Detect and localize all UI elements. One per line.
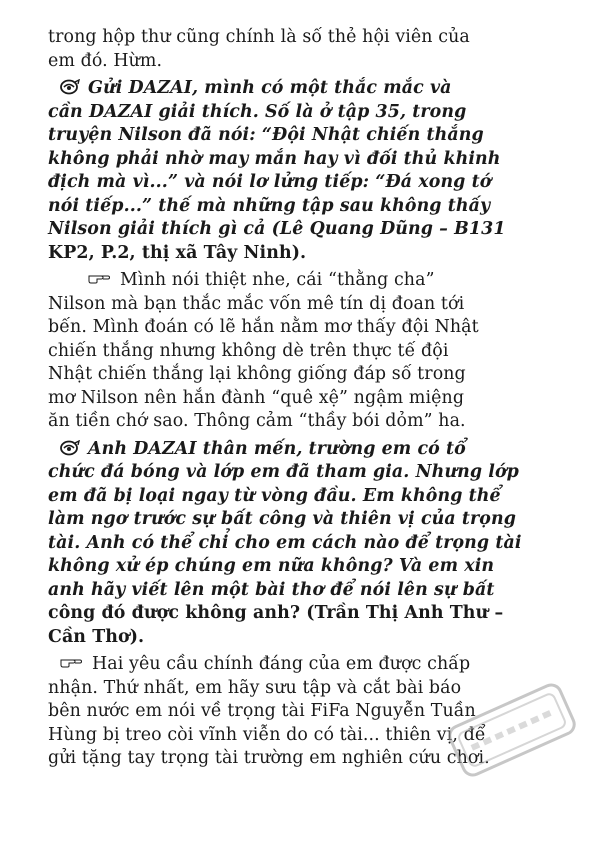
answer-text: chiến thắng nhưng không dè trên thực tế đội (48, 340, 449, 361)
answer-text: bên nước em nói về trọng tài FiFa Nguyễn Tuần (48, 701, 476, 721)
question-text: cần DAZAI giải thích. Số là ở tập 35, trong (48, 101, 467, 122)
question-line (48, 626, 544, 650)
question-text: tài. Anh có thể chỉ cho em cách nào để trọng tài (48, 532, 522, 553)
mailbox-icon (60, 440, 80, 456)
answer-lead (88, 269, 435, 293)
question-line (48, 438, 544, 462)
answer-line (48, 363, 544, 387)
question-signature: KP2, P.2, thị xã Tây Ninh). (48, 242, 307, 263)
text-line (48, 50, 544, 74)
question-line (48, 461, 544, 485)
question-line (48, 171, 544, 195)
mailbox-icon (60, 79, 80, 95)
answer-line (48, 340, 544, 364)
question-line (48, 195, 544, 219)
pointing-hand-icon (60, 656, 82, 668)
question-line (48, 218, 544, 242)
question-text: Gửi DAZAI, mình có một thắc mắc và (88, 78, 452, 98)
question-line (48, 485, 544, 509)
question-line (48, 77, 544, 101)
question-line (48, 579, 544, 603)
answer-line (48, 677, 544, 701)
answer-line (48, 316, 544, 340)
question-text: địch mà vì...” và nói lơ lửng tiếp: “Đá xong tớ (48, 172, 492, 192)
question-text: Nilson giải thích gì cả (Lê Quang Dũng – B131 (48, 219, 506, 239)
text-line (48, 26, 544, 50)
question-lead (60, 438, 466, 462)
question-lead (60, 77, 452, 101)
answer-text: bến. Mình đoán có lẽ hắn nằm mơ thấy đội Nhật (48, 317, 479, 337)
question-text: chức đá bóng và lớp em đã tham gia. Nhưng lớp (48, 462, 519, 482)
question-text: nói tiếp...” thế mà những tập sau không thấy (48, 195, 491, 216)
answer-lead (60, 653, 470, 677)
question-line (48, 602, 544, 626)
question-text: công đó được không anh? (Trần Thị Anh Thư – (48, 603, 504, 623)
question-text: làm ngơ trước sự bất công và thiên vị của trọng (48, 509, 517, 529)
answer-line (48, 653, 544, 677)
question-line (48, 508, 544, 532)
question-text: truyện Nilson đã nói: “Đội Nhật chiến thắng (48, 125, 484, 145)
answer-text: Hùng bị treo còi vĩnh viễn do có tài... thiên vị, để (48, 724, 486, 745)
question-line (48, 555, 544, 579)
answer-text: ăn tiền chớ sao. Thông cảm “thầy bói dỏm” ha. (48, 411, 466, 431)
text-span: trong hộp thư cũng chính là số thẻ hội viên của (48, 27, 470, 47)
answer-text: nhận. Thứ nhất, em hãy sưu tập và cắt bài báo (48, 677, 462, 698)
text-span: em đó. Hừm. (48, 50, 163, 71)
question-text: Anh DAZAI thân mến, trường em có tổ (88, 438, 466, 459)
answer-line (48, 387, 544, 411)
question-line (48, 124, 544, 148)
answer-line (48, 293, 544, 317)
question-signature: Cần Thơ). (48, 626, 145, 647)
answer-text: Nhật chiến thắng lại không giống đáp số trong (48, 364, 466, 384)
answer-text: mơ Nilson nên hắn đành “quê xệ” ngậm miệng (48, 387, 465, 408)
document-page (48, 26, 544, 771)
question-text: em đã bị loại ngay từ vòng đầu. Em không thể (48, 485, 501, 506)
question-line (48, 101, 544, 125)
question-line (48, 532, 544, 556)
question-line (48, 148, 544, 172)
question-line (48, 242, 544, 266)
answer-text: Hai yêu cầu chính đáng của em được chấp (92, 654, 471, 674)
answer-line (48, 269, 544, 293)
question-text: anh hãy viết lên một bài thơ để nói lên sự bất (48, 579, 495, 600)
answer-text: gửi tặng tay trọng tài trường em nghiên cứu chơi. (48, 748, 490, 768)
question-text: không phải nhờ may mắn hay vì đối thủ khinh (48, 148, 501, 169)
answer-text: Nilson mà bạn thắc mắc vốn mê tín dị đoan tới (48, 293, 465, 314)
answer-line (48, 410, 544, 434)
answer-text: Mình nói thiệt nhe, cái “thằng cha” (120, 270, 435, 290)
pointing-hand-icon (88, 272, 110, 284)
question-text: không xử ép chúng em nữa không? Và em xin (48, 556, 495, 576)
